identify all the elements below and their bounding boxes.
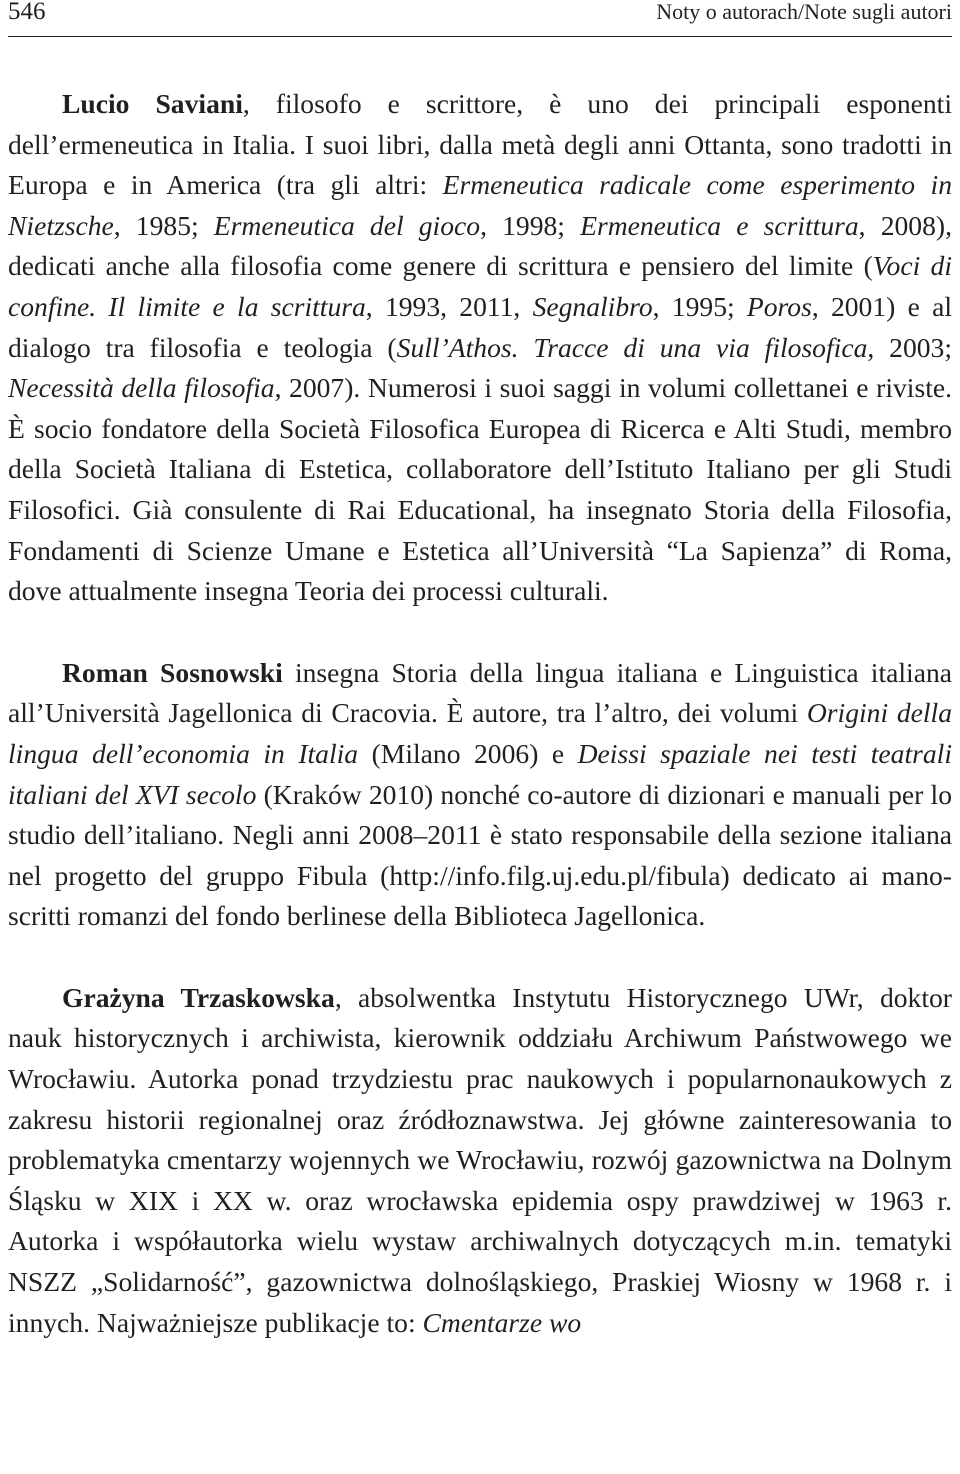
bio-text: , 2008), dedicati anche alla filosofia come genere di scrittura e pensiero del limite ( [8, 209, 952, 282]
work-title: Segnalibro [532, 290, 653, 322]
work-title: Ermeneutica e scrittura [580, 209, 859, 241]
bio-text: (Milano 2006) e [358, 737, 578, 769]
work-title: Ermeneutica del gioco [213, 209, 481, 241]
bio-text: , 2007). Numerosi i suoi saggi in volumi collettanei e riviste. È socio fondatore della Società Filosofica Europea di Ricerca e Alti Studi, membro della Società Italiana di Estetica, collaboratore dell’Istituto Italiano per gli Studi Filosofici. Già consulente di Rai Educational, ha insegnato Storia della Filosofia, Fondamenti di Scienze Umane e Estetica all’Università “La Sapienza” di Roma, dove attualmente insegna Teoria dei processi culturali. [8, 372, 953, 607]
work-title: Cmentarze wo [422, 1306, 582, 1338]
author-name: Grażyna Trzaskowska [62, 981, 335, 1013]
work-title: Ermeneutica radicale come esperimento in Nietzsche [8, 169, 952, 241]
bio-text: , 2003; [867, 331, 953, 363]
running-title: Noty o autorach/Note sugli autori [656, 0, 952, 24]
bio-text: (Kraków 2010) nonché co-autore di dizionari e manuali per lo studio dell’italiano. Negli anni 2008–2011 è stato responsabile della sezione italiana nel progetto del gruppo Fibula (http://info.filg.uj.edu.pl/fibula) dedicato ai manoscritti romanzi del fondo berlinese della Biblioteca Jagellonica. [8, 778, 952, 932]
work-title: Sull’Athos. Tracce di una via filosofica [396, 331, 868, 363]
author-bios [8, 84, 952, 1343]
work-title: Poros [746, 290, 812, 322]
work-title: Origini della lingua dell’economia in Italia [8, 697, 952, 769]
bio-text: , 2001) e al dialogo tra filosofia e teologia ( [8, 290, 952, 363]
work-title: Voci di confine. Il limite e la scrittura [8, 250, 952, 322]
bio-text: , 1995; [652, 290, 747, 322]
bio-text: , 1993, 2011, [365, 290, 533, 322]
bio-text: insegna Storia della lingua italiana e Linguistica italiana all’Università Jagellonica di Cracovia. È autore, tra l’altro, dei volumi [8, 656, 952, 729]
bio-paragraph [8, 978, 952, 1343]
bio-text: , 1998; [480, 209, 581, 241]
bio-text: , absolwentka Instytutu Historycznego UWr, doktor nauk historycznych i archiwista, kierownik oddziału Archiwum Państwowego we Wrocławiu. Autorka ponad trzydziestu prac naukowych i popularnonaukowych z zakresu historii regionalnej oraz źródłoznawstwa. Jej główne zainteresowania to problematyka cmentarzy wojennych we Wrocławiu, rozwój gazownictwa na Dolnym Śląsku w XIX i XX w. oraz wrocławska epidemia ospy prawdziwej w 1963 r. Autorka i współautorka wielu wystaw archiwalnych dotyczących m.in. tematyki NSZZ „Solidarność”, gazownictwa dolnośląskiego, Praskiej Wiosny w 1968 r. i innych. Najważniejsze publikacje to: [8, 981, 952, 1338]
page-header [8, 0, 952, 37]
work-title: Necessità della filosofia [8, 372, 275, 404]
bio-text: , 1985; [113, 209, 214, 241]
author-name: Roman Sosnowski [62, 656, 283, 688]
bio-paragraph [8, 84, 952, 612]
author-name: Lucio Saviani [62, 88, 243, 119]
work-title: Deissi spaziale nei testi teatrali italiani del XVI secolo [8, 737, 952, 810]
bio-paragraph [8, 653, 952, 937]
page-number: 546 [8, 0, 46, 25]
bio-text: , filosofo e scrittore, è uno dei principali esponenti dell’ermeneutica in Italia. I suoi libri, dalla metà degli anni Ottanta, sono tradotti in Europa e in America (tra gli altri: [8, 88, 953, 201]
